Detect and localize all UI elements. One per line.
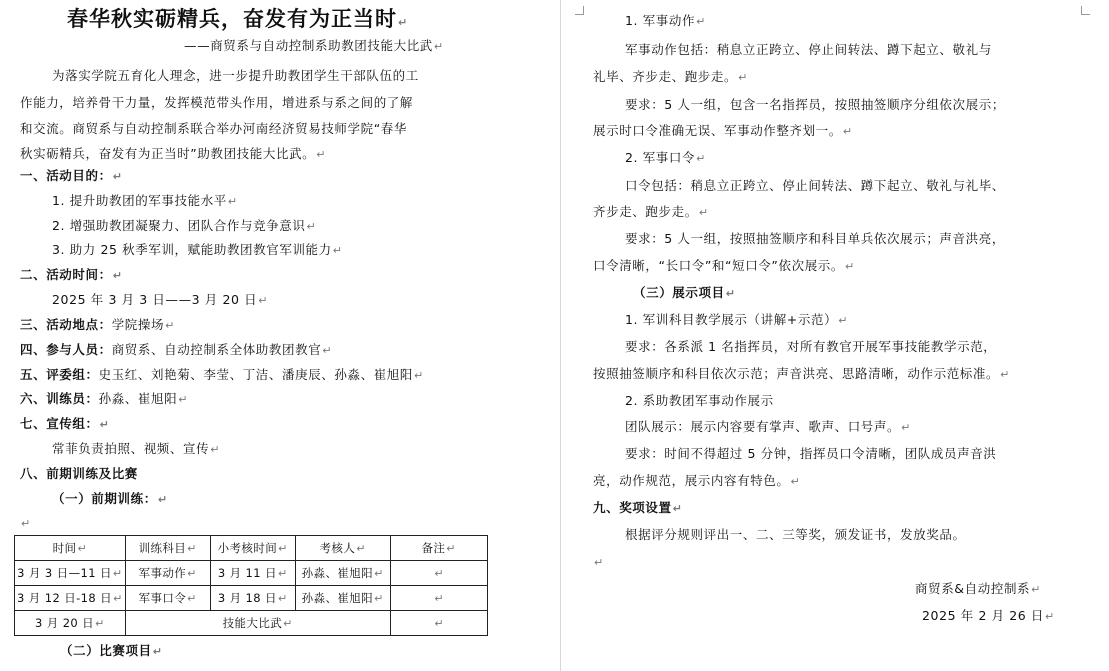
awards-heading: 九、奖项设置↵ [593,500,683,515]
table-header-row [15,536,488,561]
right-line-10: 口令清晰，“长口令”和“短口令”依次展示。↵ [593,258,855,273]
table-cell: 军事口令↵ [125,586,210,611]
training-subheading: （一）前期训练：↵ [52,491,168,506]
right-line-13: 要求：各系派 1 名指挥员，对所有教官开展军事技能教学示范， [625,339,997,354]
table-cell-merged: 技能大比武↵ [125,611,390,636]
intro-line-4: 秋实砺精兵，奋发有为正当时”助教团技能大比武。↵ [20,146,327,161]
table-cell: ↵ [390,561,487,586]
table-cell: ↵ [390,611,487,636]
table-cell: 3 月 18 日↵ [210,586,295,611]
page-divider [560,0,561,671]
competition-subheading: （二）比赛项目↵ [60,643,163,658]
document-page-left [0,0,500,671]
section-judges: 五、评委组：史玉红、刘艳菊、李莹、丁洁、潘庚辰、孙淼、崔旭阳↵ [20,367,424,382]
section-heading-training: 八、前期训练及比赛 [20,466,138,481]
section-participants: 四、参与人员：商贸系、自动控制系全体助教团教官↵ [20,342,333,357]
intro-line-2: 作能力，培养骨干力量，发挥模范带头作用，增进系与系之间的了解 [20,95,414,110]
table-cell: ↵ [390,586,487,611]
right-line-7: 口令包括：稍息立正跨立、停止间转法、蹲下起立、敬礼与礼毕、 [625,178,1005,193]
signature-org: 商贸系&自动控制系↵ [915,581,1041,596]
section-heading-purpose: 一、活动目的：↵ [20,168,123,183]
right-line-5: 展示时口令准确无误、军事动作整齐划一。↵ [593,123,853,138]
intro-line-1: 为落实学院五育化人理念，进一步提升助教团学生干部队伍的工 [52,68,419,83]
purpose-item-1: 1. 提升助教团的军事技能水平↵ [52,193,238,208]
right-line-2: 军事动作包括：稍息立正跨立、停止间转法、蹲下起立、敬礼与 [625,42,992,57]
right-line-18: 亮，动作规范，展示内容有特色。↵ [593,473,801,488]
right-line-12: 1. 军训科目教学展示（讲解+示范）↵ [625,312,849,327]
section-location: 三、活动地点：学院操场↵ [20,317,175,332]
section-heading-time: 二、活动时间：↵ [20,267,123,282]
table-row [15,611,488,636]
right-line-14: 按照抽签顺序和科目依次示范；声音洪亮、思路清晰，动作示范标准。↵ [593,366,1010,381]
right-line-16: 团队展示：展示内容要有掌声、歌声、口号声。↵ [625,419,911,434]
right-line-20: 根据评分规则评出一、二、三等奖，颁发证书，发放奖品。 [625,527,966,542]
right-line-9: 要求：5 人一组，按照抽签顺序和科目单兵依次展示；声音洪亮， [625,231,1005,246]
table-header-cell: 时间↵ [15,536,126,561]
purpose-item-2: 2. 增强助教团凝聚力、团队合作与竞争意识↵ [52,218,317,233]
right-line-4: 要求：5 人一组，包含一名指挥员，按照抽签顺序分组依次展示； [625,97,1005,112]
signature-date: 2025 年 2 月 26 日↵ [922,608,1055,623]
purpose-item-3: 3. 助力 25 秋季军训，赋能助教团教官军训能力↵ [52,242,343,257]
document-title: 春华秋实砺精兵，奋发有为正当时↵ [67,7,409,31]
table-header-cell: 考核人↵ [295,536,390,561]
right-line-1: 1. 军事动作↵ [625,13,706,28]
table-cell: 3 月 3 日—11 日↵ [15,561,126,586]
right-line-15: 2. 系助教团军事动作展示 [625,393,774,408]
section-heading-publicity: 七、宣传组：↵ [20,416,110,431]
training-schedule-table [14,535,488,636]
publicity-value: 常菲负责拍照、视频、宣传↵ [52,441,221,456]
right-line-8: 齐步走、跑步走。↵ [593,204,709,219]
empty-paragraph-mark: ↵ [594,556,604,569]
right-line-6: 2. 军事口令↵ [625,150,706,165]
table-row [15,586,488,611]
table-cell: 3 月 20 日↵ [15,611,126,636]
table-row [15,561,488,586]
table-cell: 3 月 11 日↵ [210,561,295,586]
table-header-cell: 小考核时间↵ [210,536,295,561]
right-line-17: 要求：时间不得超过 5 分钟，指挥员口令清晰，团队成员声音洪 [625,446,997,461]
empty-paragraph-mark: ↵ [21,517,31,530]
table-header-cell: 备注↵ [390,536,487,561]
document-subtitle: ——商贸系与自动控制系助教团技能大比武↵ [184,38,444,53]
section-trainers: 六、训练员：孙淼、崔旭阳↵ [20,391,189,406]
table-header-cell: 训练科目↵ [125,536,210,561]
document-page-right [585,0,1109,671]
right-line-3: 礼毕、齐步走、跑步走。↵ [593,69,748,84]
table-cell: 孙淼、崔旭阳↵ [295,561,390,586]
intro-line-3: 和交流。商贸系与自动控制系联合举办河南经济贸易技师学院“春华 [20,121,407,136]
margin-corner-mark [1081,6,1090,15]
table-cell: 军事动作↵ [125,561,210,586]
table-cell: 孙淼、崔旭阳↵ [295,586,390,611]
table-cell: 3 月 12 日-18 日↵ [15,586,126,611]
display-items-heading: （三）展示项目↵ [633,285,736,300]
activity-time-value: 2025 年 3 月 3 日——3 月 20 日↵ [52,292,269,307]
margin-corner-mark [575,6,584,15]
